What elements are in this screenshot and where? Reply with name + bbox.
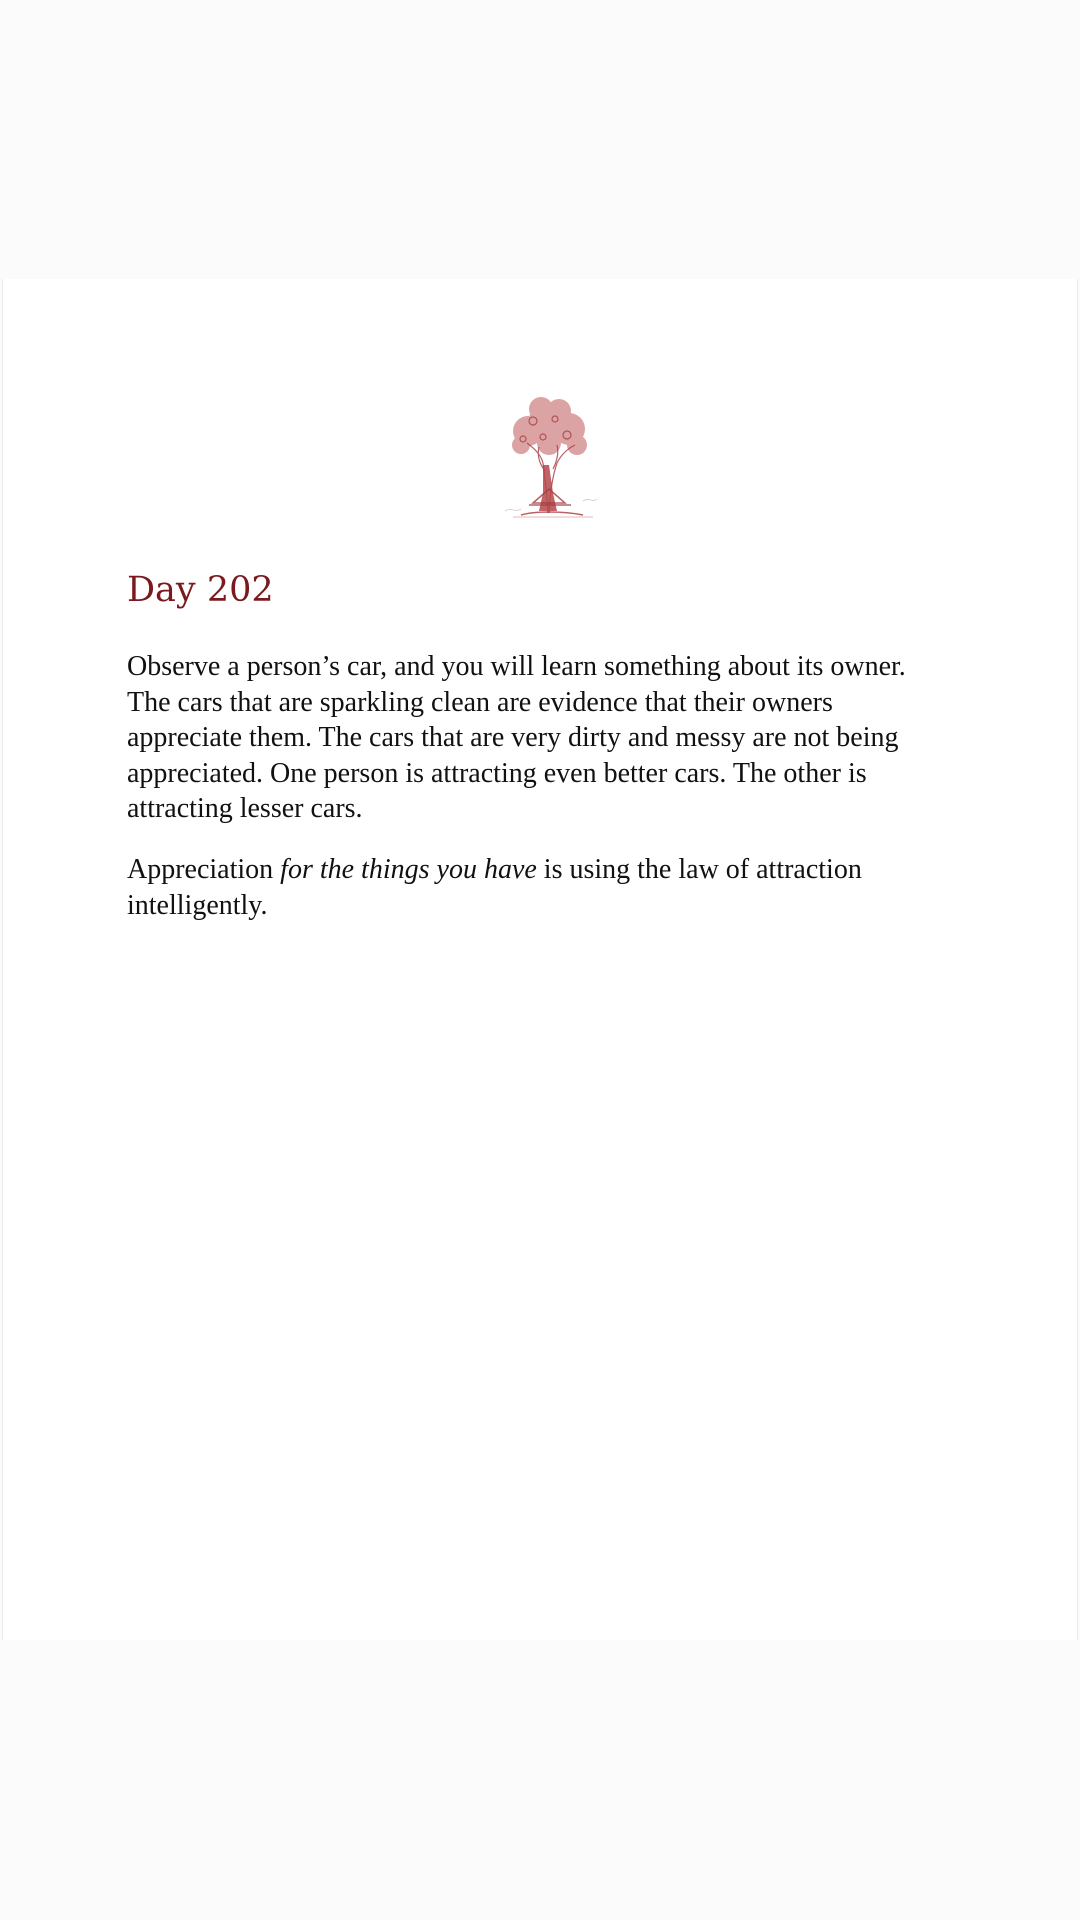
paragraph-2-start: Appreciation — [127, 853, 281, 885]
tree-icon — [493, 393, 603, 523]
book-page — [2, 279, 1078, 1640]
body-paragraph-2 — [127, 852, 947, 923]
tree-emblem — [493, 393, 603, 523]
page-title: Day 202 — [127, 570, 274, 610]
page-body — [127, 649, 947, 948]
paragraph-2-end: is using the law of attraction intelligently. — [127, 853, 862, 921]
paragraph-2-emphasis: for the things you have — [280, 853, 537, 885]
body-paragraph-1: Observe a person’s car, and you will learn something about its owner. The cars that are sparkling clean are evidence that their owners appreciate them. The cars that are very dirty and messy are not being appreciated. One person is attracting even better cars. The other is attracting lesser cars. — [127, 651, 906, 825]
